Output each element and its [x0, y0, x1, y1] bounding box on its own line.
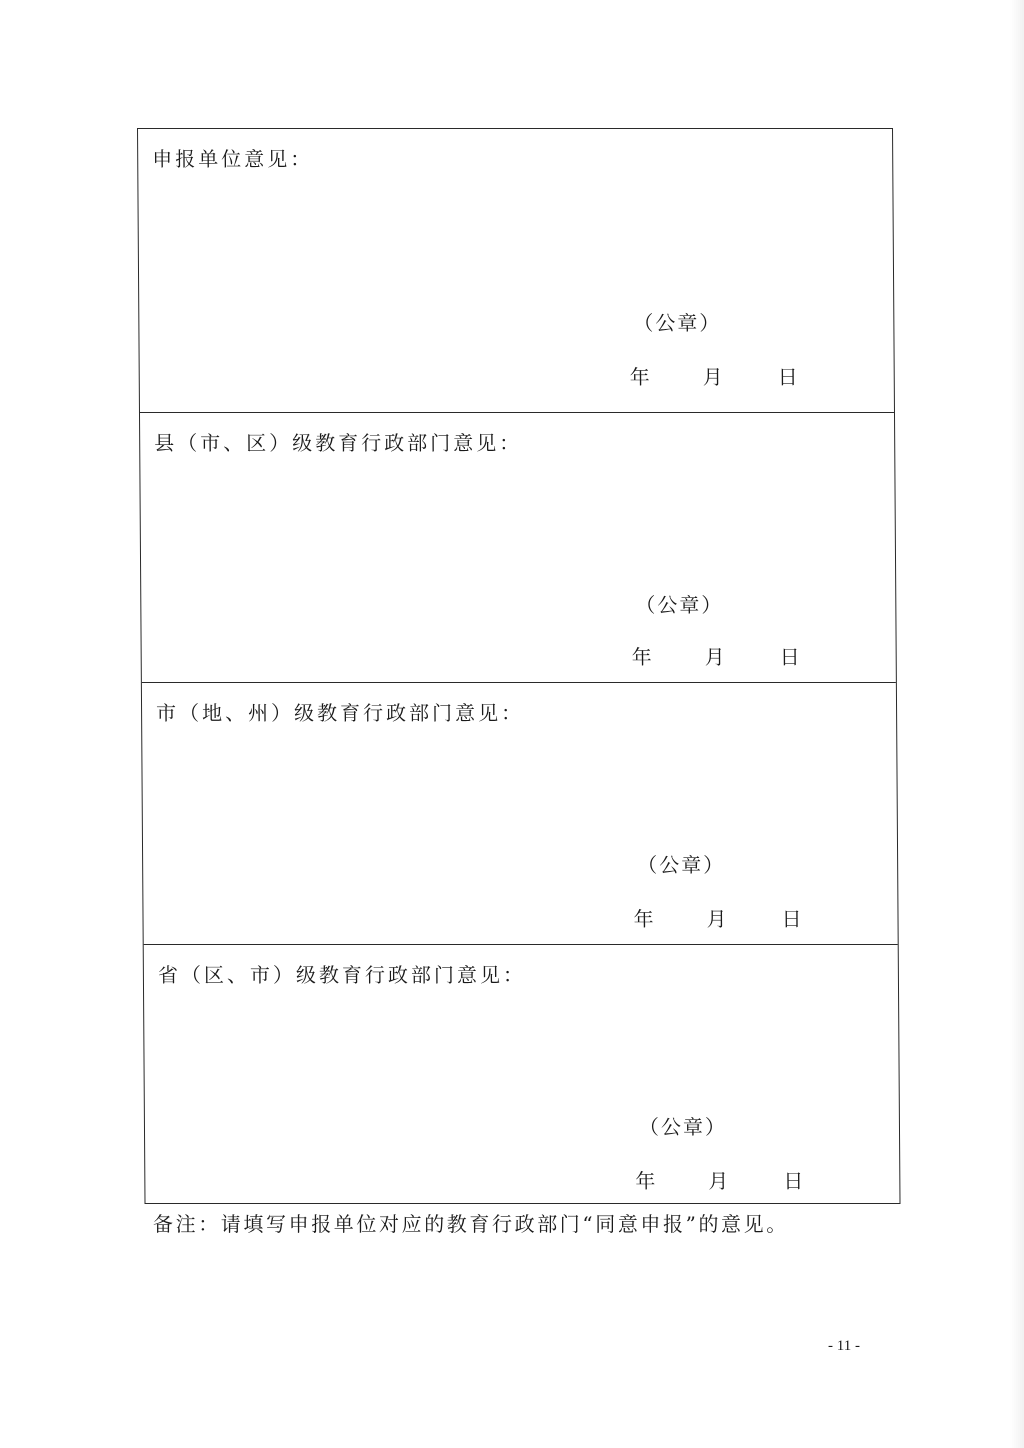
date-year: 年: [631, 645, 652, 669]
date-month: 月: [704, 645, 725, 669]
section-applicant-opinion: [138, 129, 894, 412]
date-day: 日: [777, 365, 798, 389]
seal-placeholder: （公章）: [633, 311, 722, 335]
seal-placeholder: （公章）: [635, 593, 724, 617]
date-year: 年: [633, 907, 654, 931]
section-city-opinion: [142, 682, 898, 944]
date-day: 日: [779, 645, 800, 669]
section-label: 申报单位意见：: [152, 147, 314, 171]
seal-placeholder: （公章）: [638, 1115, 728, 1139]
section-label: 省（区、市）级教育行政部门意见：: [157, 963, 526, 987]
date-year: 年: [629, 365, 650, 389]
section-county-opinion: [140, 412, 896, 682]
seal-placeholder: （公章）: [637, 853, 726, 877]
page-number: - 11 -: [828, 1338, 860, 1354]
opinion-form-table: [137, 128, 901, 1204]
page-edge: [1010, 0, 1024, 1448]
section-label: 市（地、州）级教育行政部门意见：: [156, 701, 525, 725]
date-month: 月: [706, 907, 727, 931]
section-label: 县（市、区）级教育行政部门意见：: [154, 431, 523, 455]
date-year: 年: [635, 1169, 656, 1193]
section-province-opinion: [144, 944, 900, 1203]
date-month: 月: [708, 1169, 729, 1193]
date-day: 日: [781, 907, 802, 931]
footnote: 备注：请填写申报单位对应的教育行政部门“同意申报”的意见。: [153, 1212, 789, 1236]
date-month: 月: [702, 365, 723, 389]
date-day: 日: [783, 1169, 804, 1193]
